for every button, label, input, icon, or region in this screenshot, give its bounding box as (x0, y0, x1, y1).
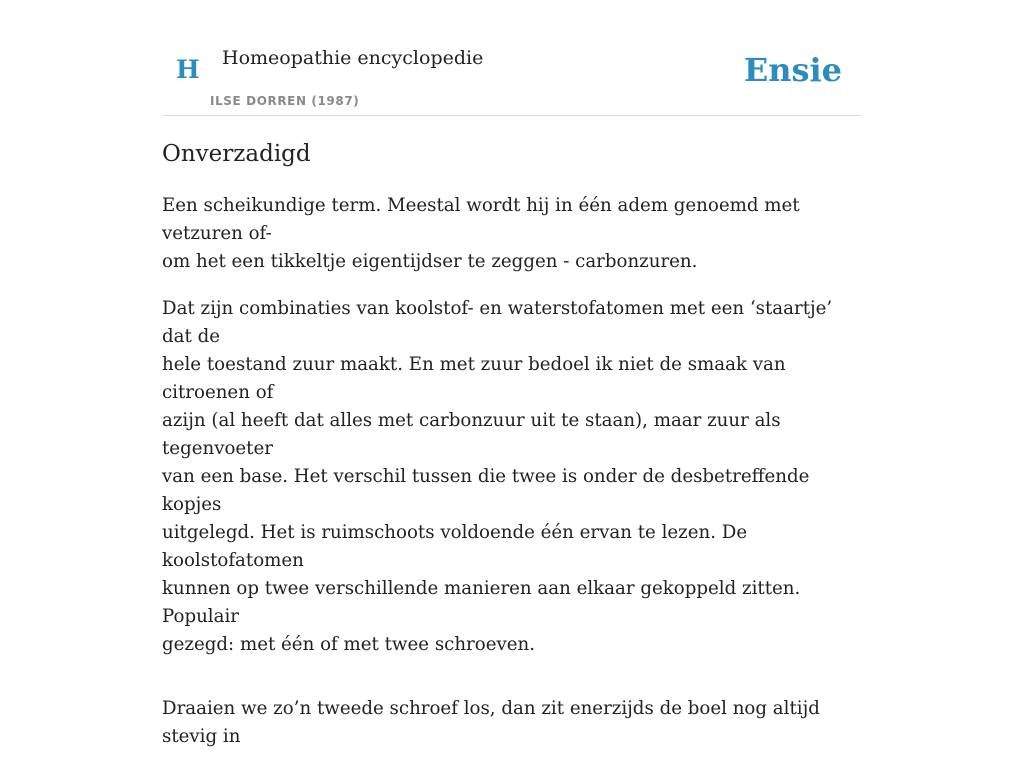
entry-paragraph: Dat zijn combinaties van koolstof- en waterstofatomen met een ‘staartje’ dat de hele toestand zuur maakt. En met zuur bedoel ik niet de smaak van citroenen of azijn (al heeft dat alles met carbonzuur uit te staan), maar zuur als tegenvoeter van een base. Het verschil tussen die twee is onder de desbetreffende kopjes uitgelegd. Het is ruimschoots voldoende één ervan te lezen. De koolstofatomen kunnen op twee verschillende manieren aan elkaar gekoppeld zitten. Populair gezegd: met één of met twee schroeven. (162, 298, 833, 655)
entry-title: Onverzadigd (162, 141, 311, 167)
entry-paragraph: Een scheikundige term. Meestal wordt hij in één adem genoemd met vetzuren of- om het een tikkeltje eigentijdser te zeggen - carbonzuren. (162, 195, 800, 272)
book-author: ILSE DORREN (1987) (210, 94, 360, 108)
entry-body (162, 192, 852, 770)
book-title[interactable]: Homeopathie encyclopedie (222, 47, 484, 69)
book-logo[interactable]: H (176, 55, 200, 84)
entry-paragraph: Draaien we zo’n tweede schroef los, dan zit enerzijds de boel nog altijd stevig in (162, 698, 820, 747)
entry-header (162, 0, 862, 116)
ensie-logo[interactable]: Ensie (743, 51, 842, 89)
